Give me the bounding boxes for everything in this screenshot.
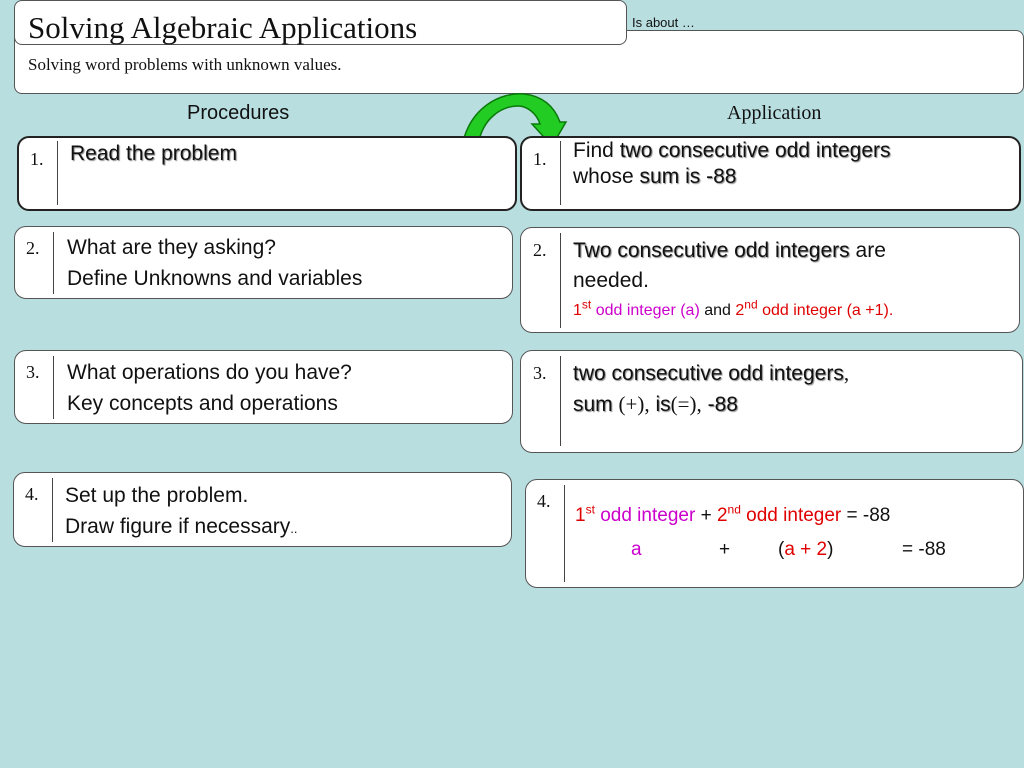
- are-word: are: [855, 239, 886, 262]
- divider: [560, 356, 561, 446]
- application-step-2-line2: needed.: [573, 269, 649, 292]
- close-paren: ): [827, 539, 834, 560]
- subtitle: Solving word problems with unknown values.: [28, 55, 342, 74]
- procedure-step-1-number: 1.: [30, 149, 44, 169]
- whose-word: whose: [573, 165, 634, 188]
- and-word: and: [704, 302, 731, 319]
- equals-op: (=),: [670, 392, 702, 416]
- application-step-3-line2: [573, 389, 738, 420]
- divider: [57, 141, 58, 205]
- divider: [53, 232, 54, 294]
- sum-word: sum: [573, 393, 613, 416]
- procedure-step-2-line1: What are they asking?: [67, 236, 276, 259]
- procedure-step-4-number: 4.: [25, 484, 39, 504]
- procedure-step-4-line2-suffix: ..: [290, 521, 298, 536]
- procedure-step-3-line1: What operations do you have?: [67, 361, 352, 384]
- application-step-4-number: 4.: [537, 491, 551, 511]
- equation-plus: +: [719, 539, 731, 560]
- second-label: odd integer: [746, 505, 842, 526]
- procedure-step-4-line2: [65, 511, 297, 544]
- equation-equals: = -88: [902, 539, 946, 560]
- application-header: Application: [727, 102, 822, 124]
- divider: [53, 356, 54, 419]
- application-step-2-line3: [573, 298, 893, 324]
- sum-word: sum: [639, 165, 680, 188]
- comma: ,: [843, 361, 850, 385]
- second-ordinal: 2: [735, 302, 745, 319]
- divider: [564, 485, 565, 582]
- value-number: -88: [707, 393, 738, 416]
- application-step-4: [525, 479, 1024, 588]
- application-step-1-number: 1.: [533, 149, 547, 169]
- key-phrase: two consecutive odd integers: [573, 362, 844, 385]
- second-ordinal: 2: [716, 505, 728, 526]
- application-step-1-line1: [573, 138, 891, 164]
- application-step-1-line2: [573, 164, 736, 190]
- key-phrase: Two consecutive odd integers: [573, 239, 850, 262]
- open-paren: (: [778, 539, 785, 560]
- equation-a: a: [631, 539, 642, 560]
- application-step-3-line1: [573, 358, 849, 389]
- procedure-step-4-line1: Set up the problem.: [65, 484, 249, 507]
- second-ordinal-sup: nd: [744, 297, 758, 312]
- equation-group: [778, 534, 833, 565]
- procedure-step-2-number: 2.: [26, 238, 40, 258]
- second-ordinal-sup: nd: [727, 502, 741, 517]
- procedure-step-4-line2-text: Draw figure if necessary: [65, 515, 291, 538]
- divider: [52, 478, 53, 542]
- procedure-step-3-line2: Key concepts and operations: [67, 392, 338, 415]
- equals-result: = -88: [846, 505, 891, 526]
- key-phrase: two consecutive odd integers: [619, 139, 891, 162]
- first-ordinal: 1: [573, 302, 582, 319]
- equation-words: [575, 500, 890, 531]
- second-label: odd integer (a +1).: [762, 302, 894, 319]
- first-ordinal-sup: st: [585, 502, 595, 517]
- plus-op: (+),: [618, 392, 650, 416]
- a-plus-2: a + 2: [784, 539, 828, 560]
- procedures-header: Procedures: [187, 102, 290, 124]
- procedure-step-1-text: Read the problem: [70, 142, 237, 165]
- first-label: odd integer: [600, 505, 696, 526]
- plus-op: +: [700, 505, 712, 526]
- application-step-2-line1: [573, 235, 886, 266]
- first-ordinal: 1: [575, 505, 586, 526]
- value-number: -88: [706, 165, 737, 188]
- application-step-2-number: 2.: [533, 240, 547, 260]
- divider: [560, 233, 561, 328]
- first-label: odd integer (a): [595, 302, 700, 319]
- is-about-label: Is about …: [632, 15, 695, 30]
- find-word: Find: [573, 139, 614, 162]
- first-ordinal-sup: st: [581, 297, 592, 312]
- procedure-step-2-line2: Define Unknowns and variables: [67, 267, 363, 290]
- divider: [560, 141, 561, 205]
- procedure-step-3-number: 3.: [26, 362, 40, 382]
- is-word: is: [685, 165, 701, 188]
- is-word: is: [655, 393, 671, 416]
- application-step-3-number: 3.: [533, 363, 547, 383]
- page-title: Solving Algebraic Applications: [28, 10, 418, 45]
